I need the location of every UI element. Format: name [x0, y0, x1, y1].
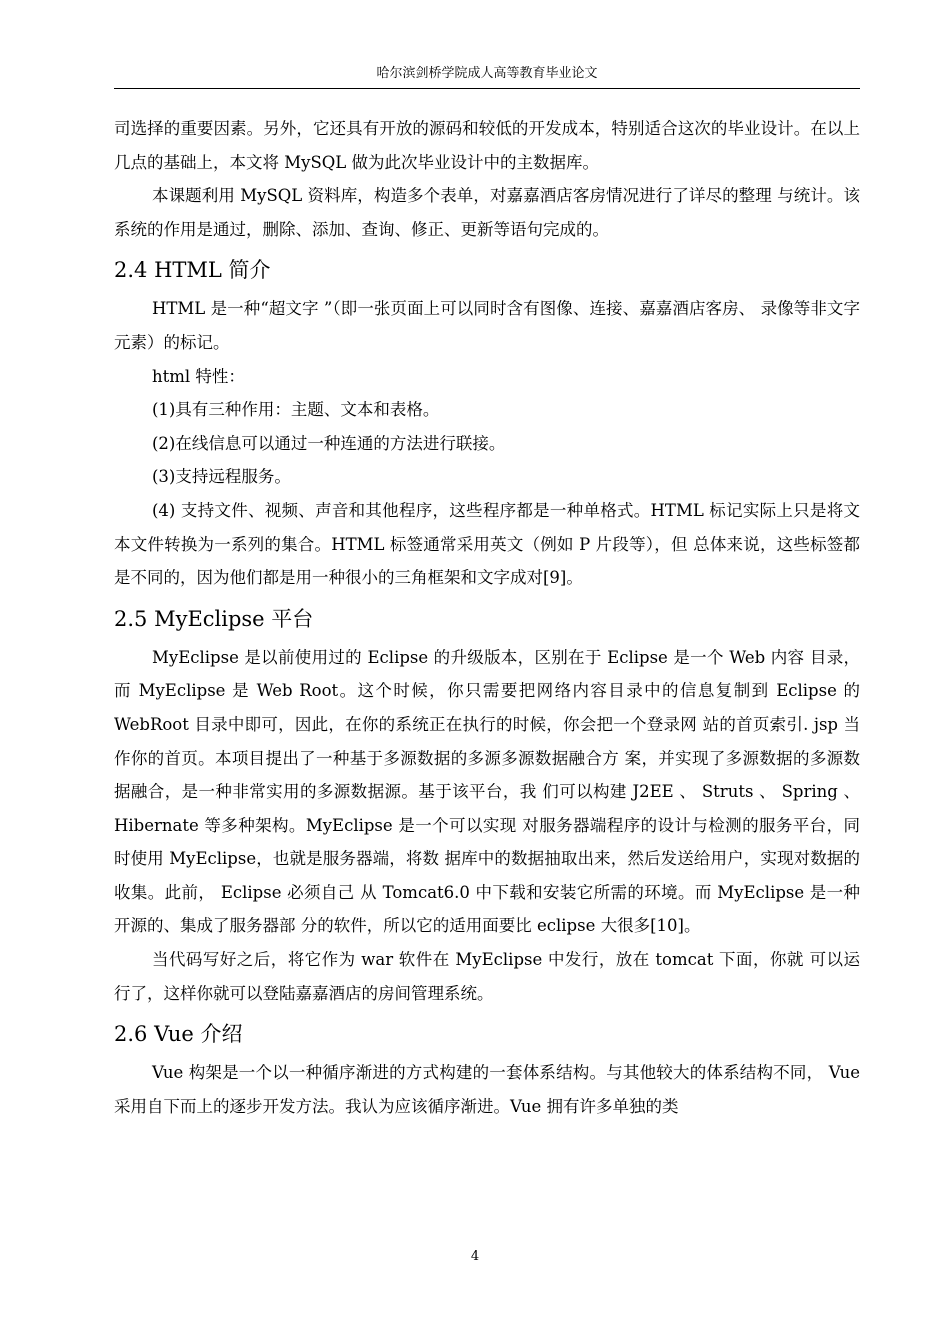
list-item: (1)具有三种作用：主题、文本和表格。 [152, 400, 440, 420]
page-header: 哈尔滨剑桥学院成人高等教育毕业论文 [376, 66, 598, 81]
paragraph: MyEclipse 是以前使用过的 Eclipse 的升级版本，区别在于 Eclipse 是一个 Web 内容 目录，而 MyEclipse 是 Web Root。这个时候，你只需要把网络内容目录中的信息复制到 Eclipse 的 WebRoot 目录中即可，因此，在你的系统正在执行的时候，你会把一个登录网 站的首页索引. jsp 当作你的首页。本项目提出了一种基于多源数据的多源多源数据融合方 案，并实现了多源数据的多源数据融合，是一种非常实用的多源数据源。基于该平台，我 们可以构建 J2EE 、 Struts 、 Spring 、 Hibernate 等多种架构。MyEclipse 是一个可以实现 对服务器端程序的设计与检测的服务平台，同时使用 MyEclipse，也就是服务器端，将数 据库中的数据抽取出来，然后发送给用户，实现对数据的收集。此前， Eclipse 必须自己 从 Tomcat6.0 中下载和安装它所需的环境。而 MyEclipse 是一种开源的、集成了服务器部 分的软件，所以它的适用面要比 eclipse 大很多[10]。 [114, 647, 860, 936]
section-heading-2-5: 2.5 MyEclipse 平台 [114, 606, 314, 631]
paragraph: Vue 构架是一个以一种循序渐进的方式构建的一套体系结构。与其他较大的体系结构不同， Vue 采用自下而上的逐步开发方法。我认为应该循序渐进。Vue 拥有许多单独的类 [114, 1063, 860, 1116]
page-number: 4 [470, 1249, 480, 1264]
section-heading-2-4: 2.4 HTML 简介 [114, 258, 271, 283]
list-item: (3)支持远程服务。 [152, 467, 291, 487]
paragraph: 本课题利用 MySQL 资料库，构造多个表单，对嘉嘉酒店客房情况进行了详尽的整理 与统计。该系统的作用是通过，删除、添加、查询、修正、更新等语句完成的。 [114, 186, 860, 239]
list-item: (4) 支持文件、视频、声音和其他程序，这些程序都是一种单格式。HTML 标记实际上只是将文本文件转换为一系列的集合。HTML 标签通常采用英文（例如 P 片段等），但 总体来说，这些标签都是不同的，因为他们都是用一种很小的三角框架和文字成对[9]。 [114, 500, 860, 588]
paragraph: 司选择的重要因素。另外，它还具有开放的源码和较低的开发成本，特别适合这次的毕业设计。在以上几点的基础上，本文将 MySQL 做为此次毕业设计中的主数据库。 [114, 119, 860, 172]
list-item: (2)在线信息可以通过一种连通的方法进行联接。 [152, 433, 506, 453]
header-rule [114, 88, 860, 89]
paragraph: html 特性： [152, 366, 245, 386]
paragraph: HTML 是一种“超文字 ”（即一张页面上可以同时含有图像、连接、嘉嘉酒店客房、 录像等非文字元素）的标记。 [114, 299, 860, 352]
section-heading-2-6: 2.6 Vue 介绍 [114, 1022, 243, 1047]
page-body [114, 112, 860, 1123]
paragraph: 当代码写好之后，将它作为 war 软件在 MyEclipse 中发行，放在 tomcat 下面，你就 可以运行了，这样你就可以登陆嘉嘉酒店的房间管理系统。 [114, 950, 860, 1003]
